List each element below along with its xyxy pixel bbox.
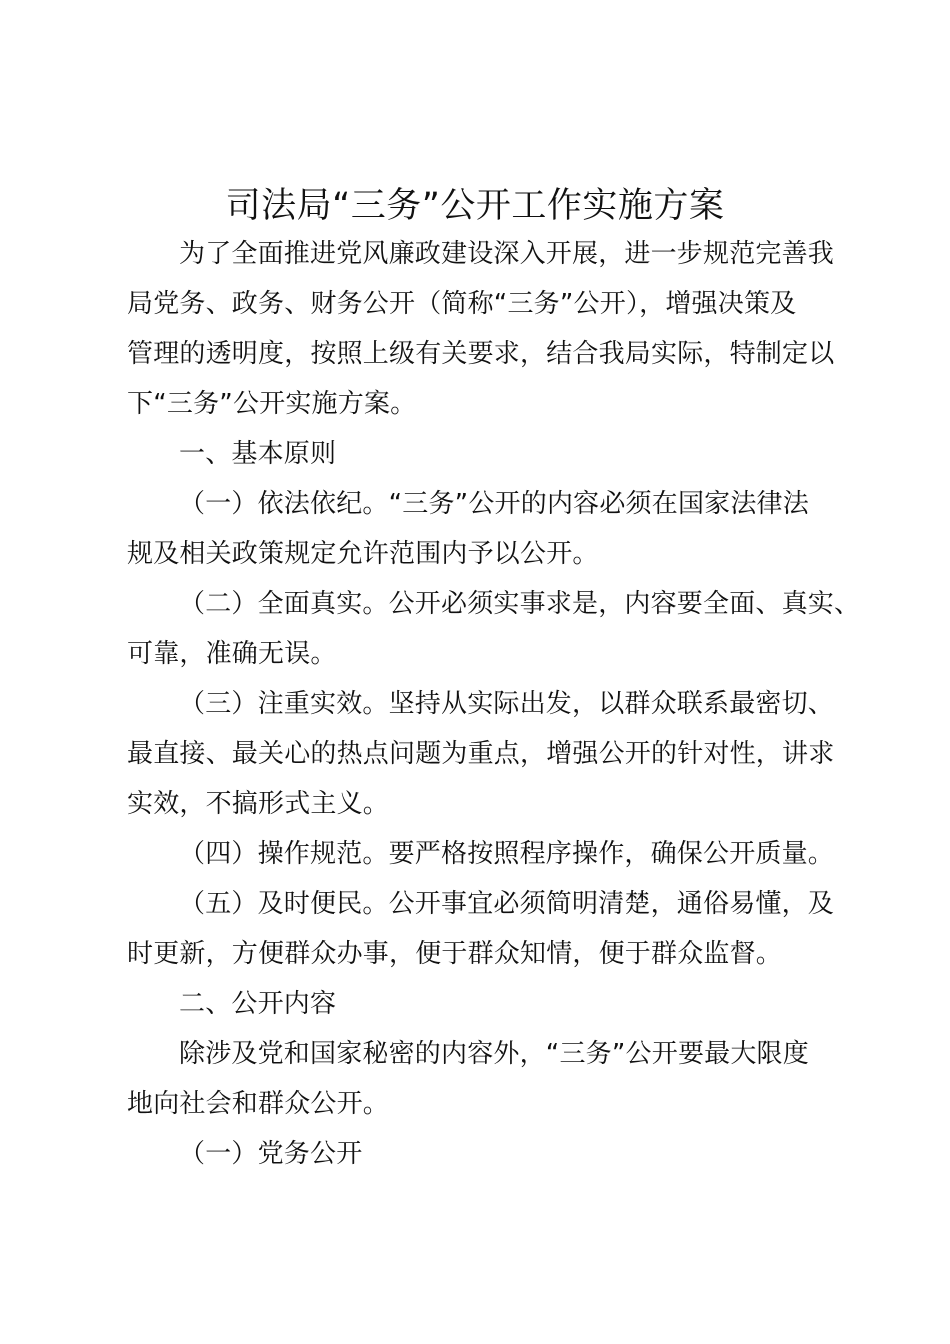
paragraph-line: 局党务、政务、财务公开（简称“三务”公开），增强决策及 bbox=[127, 289, 797, 319]
section-heading: 二、公开内容 bbox=[179, 989, 337, 1019]
paragraph-line: 实效，不搞形式主义。 bbox=[127, 789, 390, 819]
paragraph-line: 管理的透明度，按照上级有关要求，结合我局实际，特制定以 bbox=[127, 339, 835, 369]
section-heading: 一、基本原则 bbox=[179, 439, 337, 469]
paragraph-line: 地向社会和群众公开。 bbox=[127, 1089, 390, 1119]
paragraph-line: （一）依法依纪。“三务”公开的内容必须在国家法律法 bbox=[179, 489, 809, 519]
paragraph-line: （三）注重实效。坚持从实际出发，以群众联系最密切、 bbox=[179, 689, 835, 719]
document-title: 司法局“三务”公开工作实施方案 bbox=[225, 186, 725, 226]
subsection-heading: （一）党务公开 bbox=[179, 1139, 363, 1169]
paragraph-line: （五）及时便民。公开事宜必须简明清楚，通俗易懂，及 bbox=[179, 889, 835, 919]
paragraph-line: 规及相关政策规定允许范围内予以公开。 bbox=[127, 539, 599, 569]
paragraph-line: 为了全面推进党风廉政建设深入开展，进一步规范完善我 bbox=[179, 239, 835, 269]
paragraph-line: 最直接、最关心的热点问题为重点，增强公开的针对性，讲求 bbox=[127, 739, 835, 769]
paragraph-line: 可靠，准确无误。 bbox=[127, 639, 337, 669]
paragraph-line: 时更新，方便群众办事，便于群众知情，便于群众监督。 bbox=[127, 939, 783, 969]
paragraph-line: 除涉及党和国家秘密的内容外，“三务”公开要最大限度 bbox=[179, 1039, 809, 1069]
paragraph-line: 下“三务”公开实施方案。 bbox=[127, 389, 417, 419]
paragraph-line: （四）操作规范。要严格按照程序操作，确保公开质量。 bbox=[179, 839, 835, 869]
paragraph-line: （二）全面真实。公开必须实事求是，内容要全面、真实、 bbox=[179, 589, 861, 619]
